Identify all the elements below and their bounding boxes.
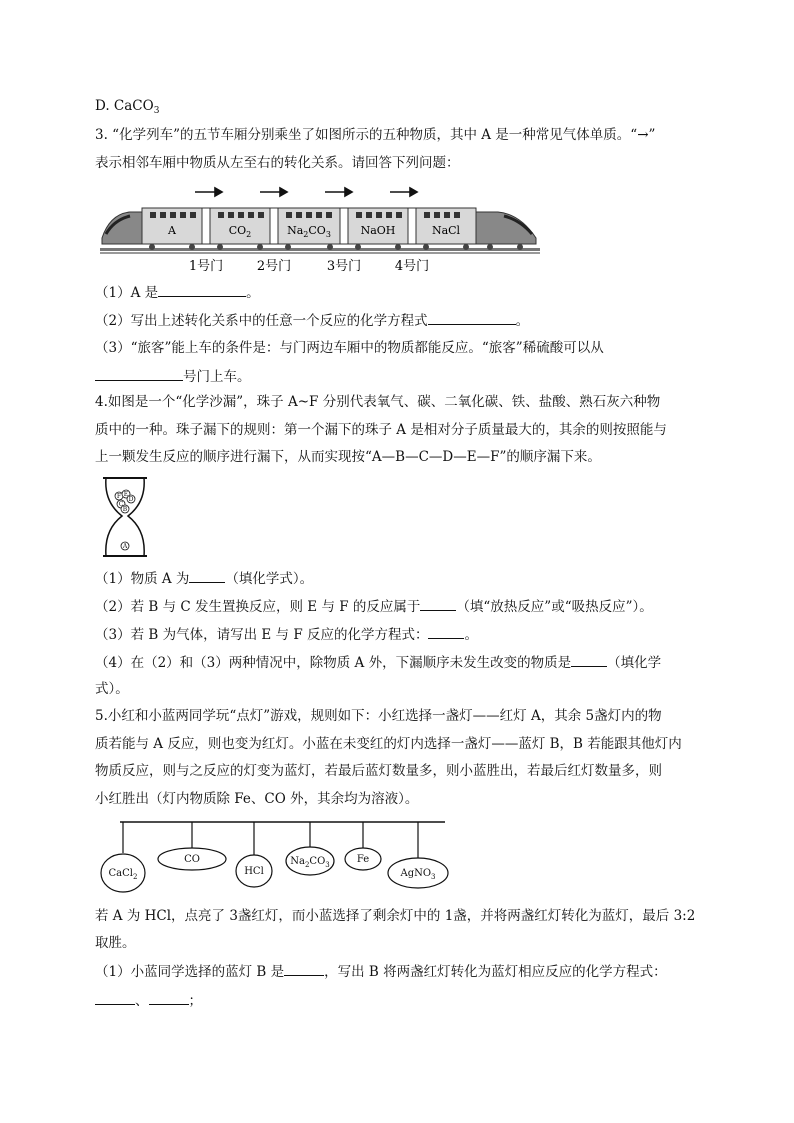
q4-part4-text: （4）在（2）和（3）两种情况中，除物质 A 外，下漏顺序未发生改变的物质是 [95, 655, 572, 671]
q4-part2-text: （2）若 B 与 C 发生置换反应，则 E 与 F 的反应属于 [95, 599, 421, 615]
q4-intro-line1: 4.如图是一个“化学沙漏”，珠子 A~F 分别代表氧气、碳、二氧化碳、铁、盐酸、熟石灰六种物 [95, 394, 661, 410]
train-car-label-a: A [168, 224, 176, 237]
q3-part3-blank[interactable] [95, 366, 183, 381]
bead-a: A [122, 543, 128, 550]
q4-part1-blank[interactable] [189, 568, 225, 583]
lamp-agno3: AgNO$_3$ [400, 868, 436, 881]
q5-part1-separator: 、 [135, 993, 149, 1009]
q4-part3-end: 。 [464, 627, 478, 643]
q3-part1-blank[interactable] [158, 282, 246, 297]
q5-part1-blank-b[interactable] [284, 961, 324, 976]
q5-part1-blank-eq1[interactable] [95, 990, 135, 1005]
q5-part1-text2: ，写出 B 将两盏红灯转化为蓝灯相应反应的化学方程式： [324, 964, 667, 980]
q5-intro-line2: 质若能与 A 反应，则也变为红灯。小蓝在未变红的灯内选择一盏灯——蓝灯 B，B 若能跟其他灯内 [95, 736, 682, 752]
q3-part2-text: （2）写出上述转化关系中的任意一个反应的化学方程式 [95, 313, 428, 329]
q4-part3 [95, 624, 478, 645]
q4-part3-blank[interactable] [428, 624, 464, 639]
q4-intro-line3: 上一颗发生反应的顺序进行漏下，从而实现按“A—B—C—D—E—F”的顺序漏下来。 [95, 449, 601, 465]
q4-part2 [95, 596, 653, 617]
q5-intro-line3: 物质反应，则与之反应的灯变为蓝灯，若最后蓝灯数量多，则小蓝胜出，若最后红灯数量多，则 [95, 763, 662, 779]
train-car-label-na2co3: $Na_2CO_3$ [287, 224, 331, 239]
lamp-co: CO [184, 854, 200, 865]
bead-c: C [118, 501, 124, 508]
q3-part3-line2 [95, 366, 251, 387]
chemical-train-figure [100, 182, 540, 274]
train-car-label-nacl: NaCl [431, 224, 461, 237]
q5-part1-blank-eq2[interactable] [149, 990, 189, 1005]
q3-part3-end: 号门上车。 [183, 369, 251, 385]
option-d-text: D. CaCO [95, 98, 154, 114]
q3-part3-line1: （3）“旅客”能上车的条件是：与门两边车厢中的物质都能反应。“旅客”稀硫酸可以从 [95, 340, 604, 356]
bead-b: B [122, 506, 128, 513]
q3-part1-text: （1）A 是 [95, 285, 159, 301]
lamp-cacl2: CaCl$_2$ [108, 868, 138, 881]
lamp-na2co3: $Na_2CO_3$ [290, 856, 330, 869]
train-car-label-naoh: NaOH [360, 224, 396, 237]
bead-f: F [116, 493, 122, 500]
q5-intro-line4: 小红胜出（灯内物质除 Fe、CO 外，其余均为溶液）。 [95, 791, 419, 807]
option-d [95, 96, 159, 116]
q5-condition-line2: 取胜。 [95, 935, 136, 951]
bead-e: E [123, 491, 129, 498]
q5-intro-line1: 5.小红和小蓝两同学玩“点灯”游戏，规则如下：小红选择一盏灯——红灯 A，其余 5盏灯内的物 [95, 708, 662, 724]
q3-intro-line2: 表示相邻车厢中物质从左至右的转化关系。请回答下列问题： [95, 155, 460, 171]
q5-part1-line2 [95, 990, 202, 1011]
q5-part1 [95, 961, 667, 982]
lamps-figure [100, 815, 472, 893]
q4-intro-line2: 质中的一种。珠子漏下的规则：第一个漏下的珠子 A 是相对分子质量最大的，其余的则按照能与 [95, 422, 667, 438]
q4-part4-blank[interactable] [571, 652, 607, 667]
door-label-1: 1号门 [188, 259, 224, 274]
option-d-subscript: 3 [153, 106, 160, 116]
door-label-4: 4号门 [394, 259, 430, 274]
q5-condition-line1: 若 A 为 HCl，点亮了 3盏红灯，而小蓝选择了剩余灯中的 1盏，并将两盏红灯转化为蓝灯，最后 3:2 [95, 908, 696, 924]
door-label-2: 2号门 [256, 259, 292, 274]
q3-intro-line1: 3. “化学列车”的五节车厢分别乘坐了如图所示的五种物质，其中 A 是一种常见气体单质。“→” [95, 127, 656, 143]
train-car-label-co2: $CO_2$ [228, 224, 252, 239]
q5-part1-end: ； [188, 993, 202, 1009]
door-label-3: 3号门 [326, 259, 362, 274]
bead-d: D [128, 496, 134, 503]
q4-part2-end: （填“放热反应”或“吸热反应”）。 [456, 599, 653, 615]
lamp-fe: Fe [356, 854, 370, 865]
q3-part1-end: 。 [246, 285, 260, 301]
lamp-hcl: HCl [244, 866, 264, 877]
q5-part1-text: （1）小蓝同学选择的蓝灯 B 是 [95, 964, 285, 980]
q3-part2-blank[interactable] [428, 310, 516, 325]
q4-part1-end: （填化学式）。 [225, 571, 314, 587]
q4-part4 [95, 652, 661, 673]
q3-part1 [95, 282, 260, 303]
q4-part4-end: （填化学 [607, 655, 662, 671]
q4-part3-text: （3）若 B 为气体，请写出 E 与 F 反应的化学方程式： [95, 627, 429, 643]
q4-part1-text: （1）物质 A 为 [95, 571, 190, 587]
q4-part1 [95, 568, 313, 589]
q3-part2 [95, 310, 529, 331]
q4-part2-blank[interactable] [420, 596, 456, 611]
q3-part2-end: 。 [515, 313, 530, 329]
q4-part4-line2: 式）。 [95, 681, 129, 697]
hourglass-figure [100, 476, 150, 558]
